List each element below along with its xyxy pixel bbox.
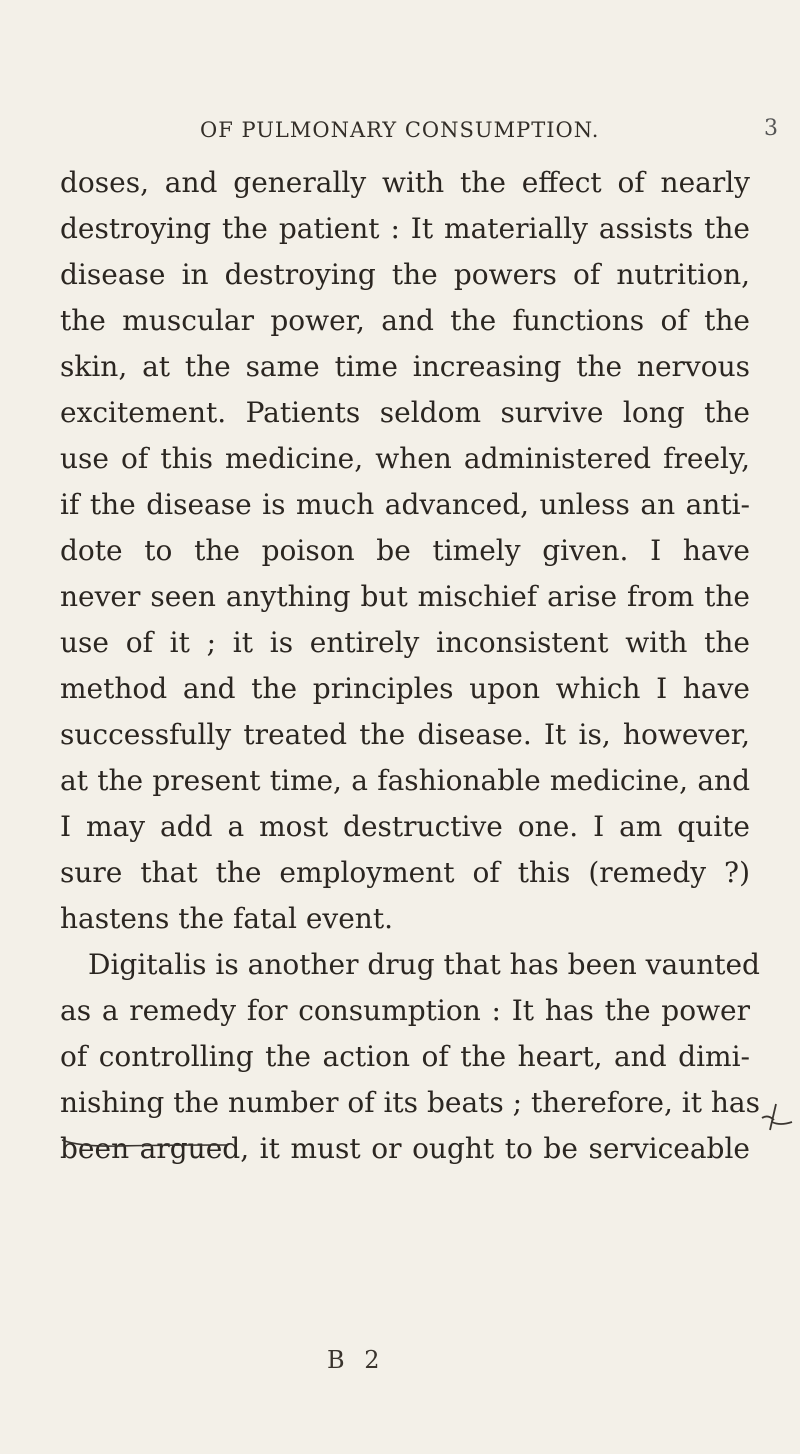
- text-line: hastens the fatal event.: [60, 902, 393, 935]
- running-head: [0, 118, 800, 148]
- text-line: sure that the employment of this (remedy ?): [60, 856, 750, 889]
- text-line: Digitalis is another drug that has been vaunted: [88, 948, 760, 981]
- text-line: of controlling the action of the heart, and dimi-: [60, 1040, 750, 1073]
- text-line: destroying the patient : It materially assists the: [60, 212, 750, 245]
- handwritten-underline: [60, 1138, 230, 1150]
- text-line: been argued, it must or ought to be serviceable: [60, 1132, 750, 1165]
- margin-mark-icon: [760, 1102, 794, 1132]
- text-line: method and the principles upon which I have: [60, 672, 750, 705]
- text-line: use of it ; it is entirely inconsistent with the: [60, 626, 750, 659]
- running-title: OF PULMONARY CONSUMPTION.: [200, 118, 600, 142]
- text-line: as a remedy for consumption : It has the power: [60, 994, 750, 1027]
- text-line: I may add a most destructive one. I am quite: [60, 810, 750, 843]
- body-text: [60, 160, 760, 1172]
- text-line: dote to the poison be timely given. I have: [60, 534, 750, 567]
- text-line: excitement. Patients seldom survive long the: [60, 396, 750, 429]
- text-line: successfully treated the disease. It is, however,: [60, 718, 750, 751]
- signature-mark: B 2: [327, 1346, 386, 1374]
- text-line: the muscular power, and the functions of the: [60, 304, 750, 337]
- text-line: never seen anything but mischief arise from the: [60, 580, 750, 613]
- text-line: at the present time, a fashionable medicine, and: [60, 764, 750, 797]
- text-line: skin, at the same time increasing the nervous: [60, 350, 750, 383]
- text-line: if the disease is much advanced, unless an anti-: [60, 488, 750, 521]
- text-line: use of this medicine, when administered freely,: [60, 442, 750, 475]
- text-line: disease in destroying the powers of nutrition,: [60, 258, 750, 291]
- text-line: nishing the number of its beats ; therefore, it has: [60, 1086, 760, 1119]
- page-number: 3: [764, 116, 778, 141]
- text-line: doses, and generally with the effect of nearly: [60, 166, 750, 199]
